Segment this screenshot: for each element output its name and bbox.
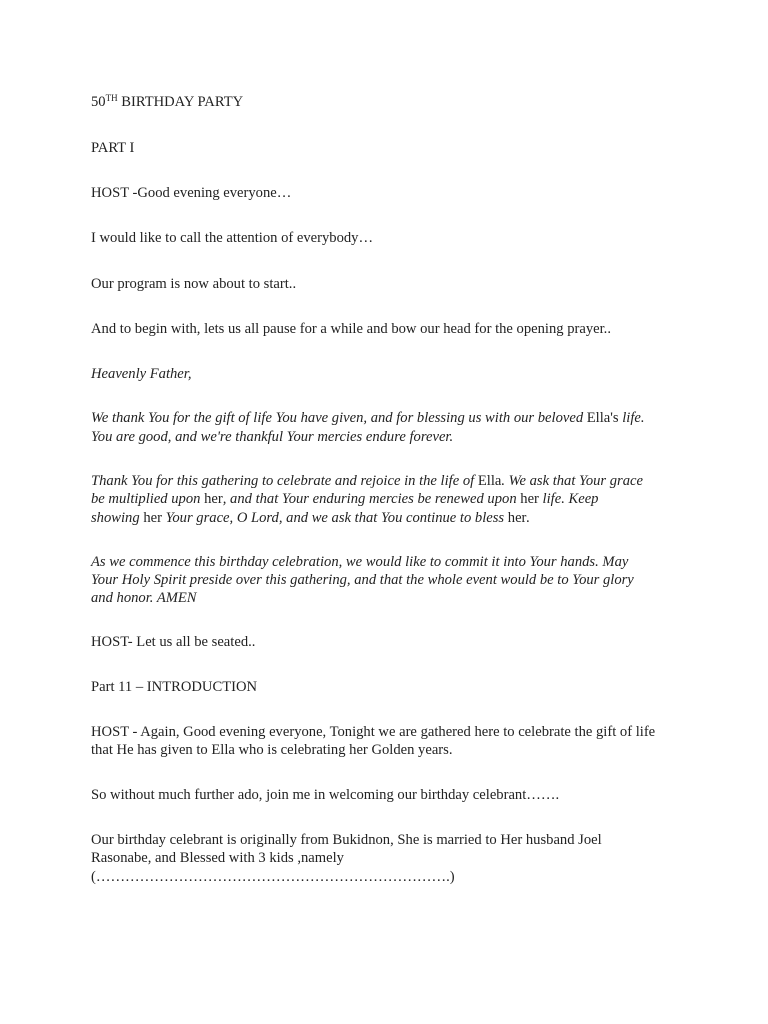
prayer-text: . <box>526 510 531 526</box>
prayer-text: Your grace, O Lord, and we ask that You continue to bless <box>161 510 508 526</box>
celebrant-bio-line-2: Rasonabe, and Blessed with 3 kids ,namely <box>91 850 344 866</box>
document-title <box>91 93 243 112</box>
host-seated-line: HOST- Let us all be seated.. <box>91 634 256 650</box>
prayer-salutation: Heavenly Father, <box>91 366 192 382</box>
prayer-paragraph-2-line-2 <box>91 490 598 509</box>
pronoun: her <box>204 491 223 507</box>
prayer-text: life. <box>618 410 645 426</box>
prayer-text: , and that Your enduring mercies be renewed upon <box>222 491 521 507</box>
prayer-text: We thank You for the gift of life You have given, and for blessing us with our beloved <box>91 410 587 426</box>
program-start-line: Our program is now about to start.. <box>91 276 297 292</box>
part-two-heading: Part 11 – INTRODUCTION <box>91 679 258 695</box>
prayer-text: Thank You for this gathering to celebrate and rejoice in the life of <box>91 473 478 489</box>
attention-line: I would like to call the attention of everybody… <box>91 230 374 246</box>
pronoun: her <box>507 510 527 526</box>
prayer-paragraph-1-line-1 <box>91 409 645 428</box>
title-text: BIRTHDAY PARTY <box>117 94 244 110</box>
pronoun: her <box>143 510 162 526</box>
prayer-paragraph-1-line-2: You are good, and we're thankful Your mercies endure forever. <box>91 429 454 445</box>
celebrant-name: Ella's <box>586 410 619 426</box>
prayer-text: life. Keep <box>538 491 599 507</box>
pronoun: her <box>520 491 539 507</box>
prayer-text: showing <box>91 510 144 526</box>
opening-prayer-intro: And to begin with, lets us all pause for a while and bow our head for the opening prayer.. <box>91 321 611 337</box>
prayer-paragraph-2-line-3 <box>91 509 530 528</box>
celebrant-name: Ella <box>477 473 502 489</box>
title-number: 50 <box>91 94 106 110</box>
introduction-line-2: that He has given to Ella who is celebrating her Golden years. <box>91 742 453 758</box>
kids-names-placeholder: (……………………………………………………………….) <box>91 869 455 885</box>
host-greeting: HOST -Good evening everyone… <box>91 185 292 201</box>
introduction-line-1: HOST - Again, Good evening everyone, Tonight we are gathered here to celebrate the gift of life <box>91 724 656 740</box>
part-one-heading: PART I <box>91 140 135 156</box>
welcome-line: So without much further ado, join me in welcoming our birthday celebrant……. <box>91 787 560 803</box>
prayer-text: . We ask that Your grace <box>501 473 643 489</box>
prayer-text: be multiplied upon <box>91 491 205 507</box>
prayer-paragraph-3-line-2: Your Holy Spirit preside over this gathering, and that the whole event would be to Your glory <box>91 572 634 588</box>
title-superscript: TH <box>105 93 118 103</box>
prayer-paragraph-3-line-3: and honor. AMEN <box>91 590 197 606</box>
prayer-paragraph-2-line-1 <box>91 472 643 491</box>
celebrant-bio-line-1: Our birthday celebrant is originally from Bukidnon, She is married to Her husband Joel <box>91 832 602 848</box>
prayer-paragraph-3-line-1: As we commence this birthday celebration, we would like to commit it into Your hands. May <box>91 554 629 570</box>
